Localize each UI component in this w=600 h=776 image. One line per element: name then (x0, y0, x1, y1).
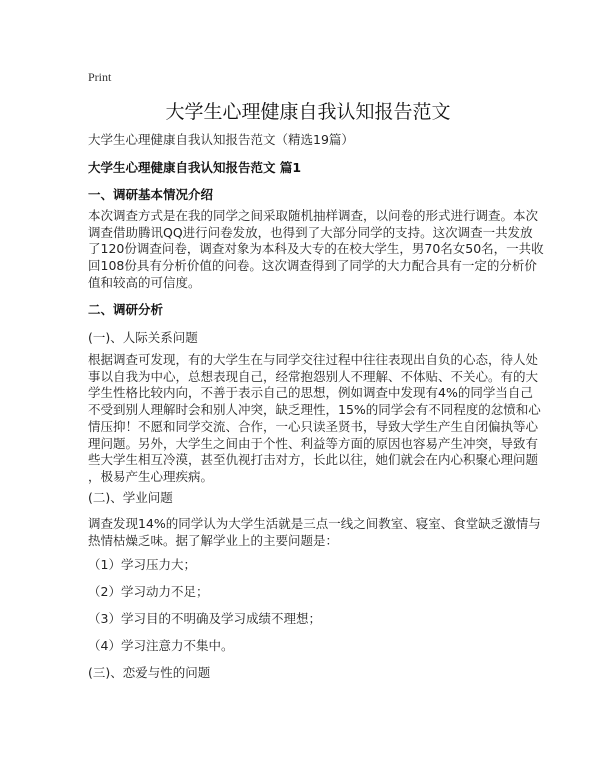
subsection1-paragraph (88, 352, 541, 486)
list-item: （3）学习目的不明确及学习成绩不理想； (88, 611, 321, 626)
text-line: 学生性格比较内向，不善于表示自己的思想，例如调查中发现有4%的同学当自己 (88, 385, 533, 401)
text-line: 不受到别人理解时会和别人冲突，缺乏理性，15%的同学会有不同程度的忿愤和心 (88, 402, 541, 418)
text-line: 调查借助腾讯QQ进行问卷发放，也得到了大部分同学的支持。这次调查一共发放 (88, 224, 533, 240)
text-line: 了120份调查问卷，调查对象为本科及大专的在校大学生，男70名女50名，一共收 (88, 241, 544, 257)
text-line: 回108份具有分析价值的问卷。这次调查得到了同学的大力配合具有一定的分析价 (88, 258, 537, 274)
text-line: 调查发现14%的同学认为大学生活就是三点一线之间教室、寝室、食堂缺乏激情与 (88, 516, 541, 531)
text-line: ，极易产生心理疾病。 (88, 468, 214, 484)
text-line: 情压抑！不愿和同学交流、合作，一心只读圣贤书，导致大学生产生自闭偏执等心 (88, 418, 539, 434)
page-title: 大学生心理健康自我认知报告范文 (165, 101, 451, 123)
section1-heading: 一、调研基本情况介绍 (88, 187, 214, 202)
text-line: 理问题。另外，大学生之间由于个性、利益等方面的原因也容易产生冲突，导致有 (88, 435, 539, 451)
subsection2-heading: (二)、学业问题 (88, 490, 173, 505)
text-line: 值和较高的可信度。 (88, 274, 201, 290)
subsection3-heading: (三)、恋爱与性的问题 (88, 665, 211, 680)
text-line: 本次调查方式是在我的同学之间采取随机抽样调查，以问卷的形式进行调查。本次 (88, 208, 539, 223)
list-item: （2）学习动力不足； (88, 584, 209, 599)
subsection1-heading: (一)、人际关系问题 (88, 330, 198, 345)
text-line: 根据调查可发现，有的大学生在与同学交往过程中往往表现出自负的心态，待人处 (88, 352, 539, 367)
text-line: 些大学生相互冷漠，甚至仇视打击对方，长此以往，她们就会在内心积聚心理问题 (88, 452, 539, 468)
list-item: （1）学习压力大； (88, 557, 196, 572)
text-line: 事以自我为中心，总想表现自己，经常抱怨别人不理解、不体贴、不关心。有的大 (88, 368, 539, 384)
print-link[interactable]: Print (88, 70, 112, 84)
subsection2-paragraph (88, 516, 541, 549)
article-heading: 大学生心理健康自我认知报告范文 篇1 (88, 160, 302, 175)
text-line: 热情枯燥乏味。据了解学业上的主要问题是： (88, 532, 339, 548)
subtitle: 大学生心理健康自我认知报告范文（精选19篇） (88, 132, 354, 147)
section1-paragraph (88, 208, 544, 292)
list-item: （4）学习注意力不集中。 (88, 638, 234, 653)
section2-heading: 二、调研分析 (88, 302, 164, 317)
